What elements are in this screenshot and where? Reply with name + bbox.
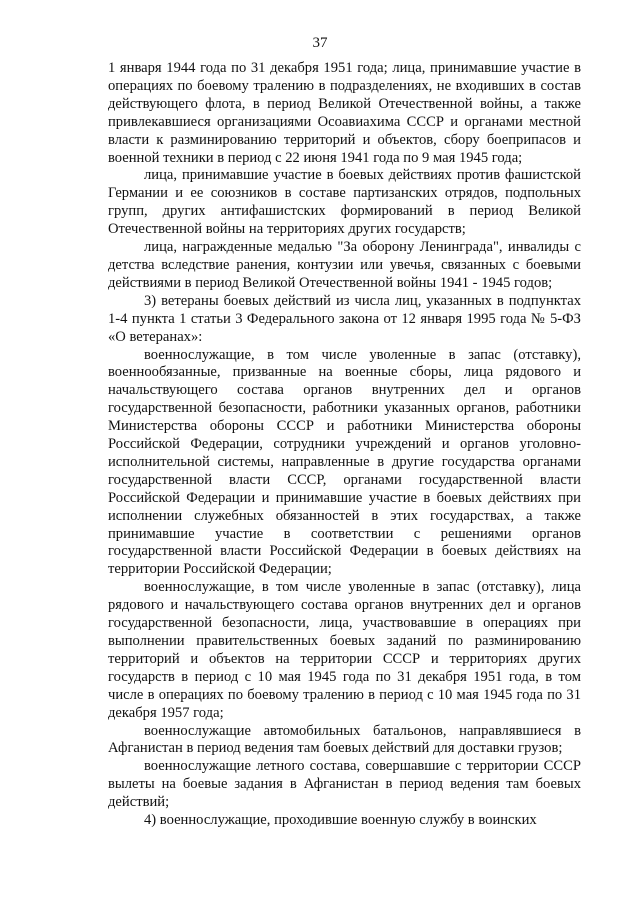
paragraph: 3) ветераны боевых действий из числа лиц, указанных в подпунктах 1-4 пункта 1 статьи 3 Федерального закона от 12 января 1995 года № 5-ФЗ «О ветеранах»: bbox=[108, 292, 581, 345]
paragraph: 4) военнослужащие, проходившие военную службу в воинских bbox=[144, 812, 537, 829]
page-number: 37 bbox=[312, 35, 328, 51]
paragraph: военнослужащие, в том числе уволенные в запас (отставку), лица рядового и начальствующего состава органов внутренних дел и органов государственной безопасности, лица, участвовавшие в операциях при выполнении правительственных боевых заданий по разминированию территорий и объектов на территории СССР и территориях других государств в период с 10 мая 1945 года по 31 декабря 1951 года, в том числе в операциях по боевому тралению в период с 10 мая 1945 года по 31 декабря 1957 года; bbox=[108, 579, 581, 721]
document-body bbox=[108, 60, 581, 830]
paragraph: военнослужащие летного состава, совершавшие с территории СССР вылеты на боевые задания в Афганистан в период ведения там боевых действий; bbox=[108, 758, 581, 811]
paragraph: 1 января 1944 года по 31 декабря 1951 года; лица, принимавшие участие в операциях по боевому тралению в подразделениях, не входивших в состав действующего флота, в период Великой Отечественной войны, а также привлекавшиеся организациями Осоавиахима СССР и органами местной власти к разминированию территорий и объектов, сбору боеприпасов и военной техники в период с 22 июня 1941 года по 9 мая 1945 года; bbox=[108, 60, 581, 166]
paragraph: военнослужащие автомобильных батальонов, направлявшиеся в Афганистан в период ведения там боевых действий для доставки грузов; bbox=[108, 722, 581, 757]
paragraph: военнослужащие, в том числе уволенные в запас (отставку), военнообязанные, призванные на военные сборы, лица рядового и начальствующего состава органов внутренних дел и органов государственной безопасности, работники указанных органов, работники Министерства обороны СССР и работники Министерства обороны Российской Федерации, сотрудники учреждений и органов уголовно-исполнительной системы, направленные в другие государства органами государственной власти СССР, органами государственной власти Российской Федерации и принимавшие участие в боевых действиях при исполнении служебных обязанностей в этих государствах, а также принимавшие участие в соответствии с решениями органов государственной власти Российской Федерации в боевых действиях на территории Российской Федерации; bbox=[108, 346, 581, 578]
paragraph: лица, принимавшие участие в боевых действиях против фашистской Германии и ее союзников в составе партизанских отрядов, подпольных групп, других антифашистских формирований в период Великой Отечественной войны на территориях других государств; bbox=[108, 167, 581, 238]
paragraph: лица, награжденные медалью "За оборону Ленинграда", инвалиды с детства вследствие ранения, контузии или увечья, связанных с боевыми действиями в период Великой Отечественной войны 1941 - 1945 годов; bbox=[108, 239, 581, 291]
